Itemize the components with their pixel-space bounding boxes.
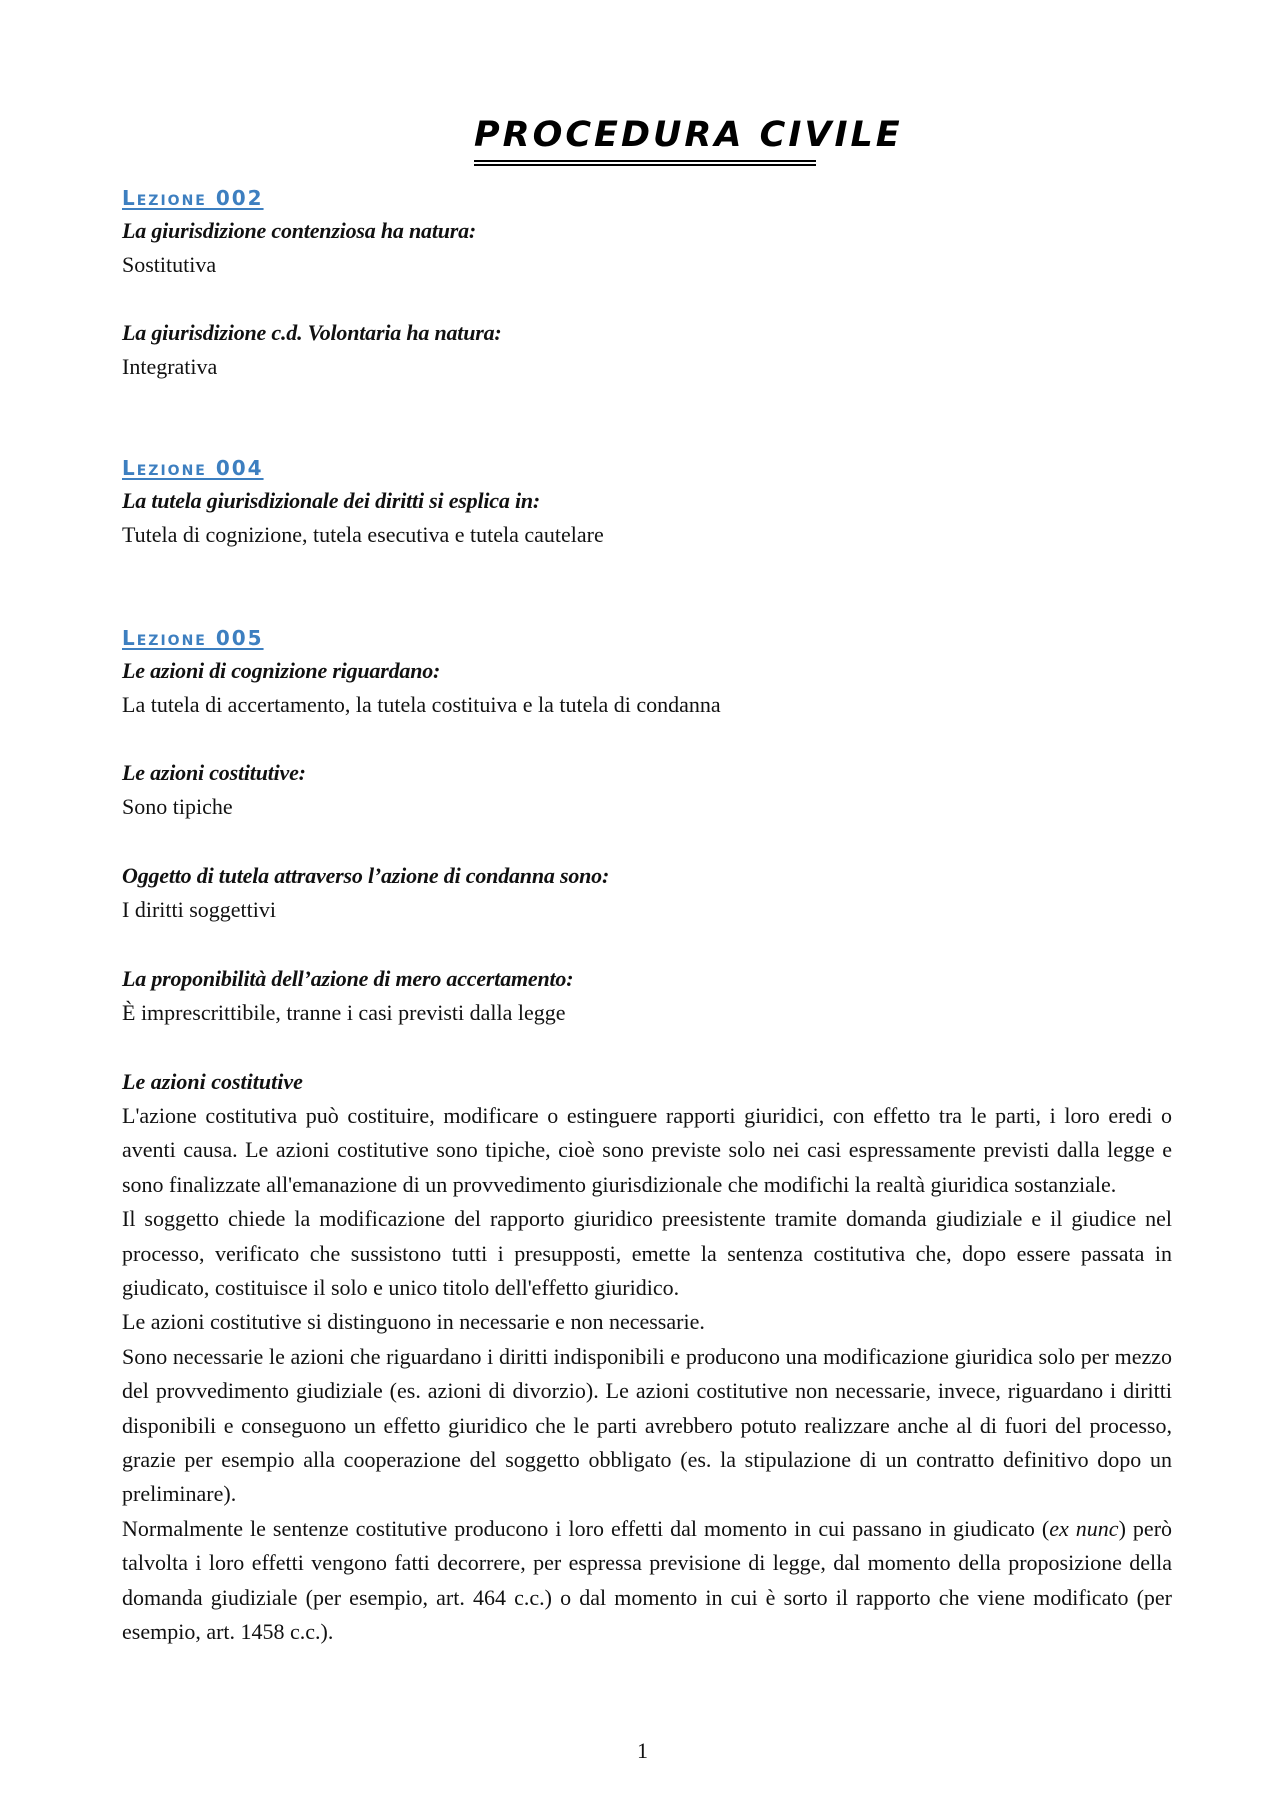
paragraph-text: Normalmente le sentenze costitutive producono i loro effetti dal momento in cui passano in giudicato ( (122, 1515, 1050, 1541)
answer: È imprescrittibile, tranne i casi previsti dalla legge (122, 1000, 566, 1025)
section-title: Le azioni costitutive (122, 1069, 303, 1094)
lesson-002-qa-2 (122, 316, 1172, 384)
paragraph: Le azioni costitutive si distinguono in necessarie e non necessarie. (122, 1309, 705, 1335)
paragraph: L'azione costitutiva può costituire, modificare o estinguere rapporti giuridici, con effetto tra le parti, i loro eredi o aventi causa. Le azioni costitutive sono tipiche, cioè sono previste solo nei casi espressamente previsti dalla legge e sono finalizzate all'emanazione di un provvedimento giurisdizionale che modifichi la realtà giuridica sostanziale. (122, 1103, 1172, 1197)
title-underline-second (474, 164, 816, 166)
question: La proponibilità dell’azione di mero accertamento: (122, 966, 574, 991)
lesson-heading: Lezione 005 (122, 626, 264, 650)
question: Oggetto di tutela attraverso l’azione di condanna sono: (122, 863, 610, 888)
document-title: PROCEDURA CIVILE (474, 115, 903, 155)
lesson-heading: Lezione 002 (122, 186, 264, 210)
section-azioni-costitutive (122, 1065, 1172, 1650)
lesson-002 (122, 182, 1172, 282)
page-number: 1 (637, 1738, 648, 1763)
answer: Sono tipiche (122, 794, 233, 819)
question: La giurisdizione c.d. Volontaria ha natura: (122, 320, 502, 345)
lesson-004 (122, 452, 1172, 552)
answer: Tutela di cognizione, tutela esecutiva e tutela cautelare (122, 522, 604, 547)
question: La tutela giurisdizionale dei diritti si esplica in: (122, 488, 541, 513)
lesson-005-qa-2 (122, 756, 1172, 824)
title-underline (474, 160, 816, 162)
question: Le azioni di cognizione riguardano: (122, 658, 441, 683)
question: Le azioni costitutive: (122, 760, 306, 785)
paragraph-text: ) però talvolta i loro effetti vengono fatti decorrere, per espressa previsione di legge, dal momento della proposizione della domanda giudiziale (per esempio, art. 464 c.c.) o dal momento in cui è sorto il rapporto che viene modificato (per esempio, art. 1458 c.c.). (122, 1515, 1173, 1645)
lesson-005-qa-4 (122, 962, 1172, 1030)
lesson-heading: Lezione 004 (122, 456, 264, 480)
answer: Sostitutiva (122, 252, 217, 277)
paragraph (122, 1512, 1172, 1650)
answer: I diritti soggettivi (122, 897, 276, 922)
question: La giurisdizione contenziosa ha natura: (122, 218, 477, 243)
answer: Integrativa (122, 354, 218, 379)
paragraph: Il soggetto chiede la modificazione del rapporto giuridico preesistente tramite domanda giudiziale e il giudice nel processo, verificato che sussistono tutti i presupposti, emette la sentenza costitutiva che, dopo essere passata in giudicato, costituisce il solo e unico titolo dell'effetto giuridico. (122, 1206, 1172, 1301)
paragraph: Sono necessarie le azioni che riguardano i diritti indisponibili e producono una modificazione giuridica solo per mezzo del provvedimento giudiziale (es. azioni di divorzio). Le azioni costitutive non necessarie, invece, riguardano i diritti disponibili e conseguono un effetto giuridico che le parti avrebbero potuto realizzare anche al di fuori del processo, grazie per esempio alla cooperazione del soggetto obbligato (es. la stipulazione di un contratto definitivo dopo un preliminare). (122, 1343, 1172, 1507)
document-page (122, 0, 1172, 1809)
paragraph-italic-text: ex nunc (1049, 1515, 1119, 1541)
lesson-005 (122, 622, 1172, 722)
answer: La tutela di accertamento, la tutela costituiva e la tutela di condanna (122, 692, 721, 717)
lesson-005-qa-3 (122, 859, 1172, 927)
